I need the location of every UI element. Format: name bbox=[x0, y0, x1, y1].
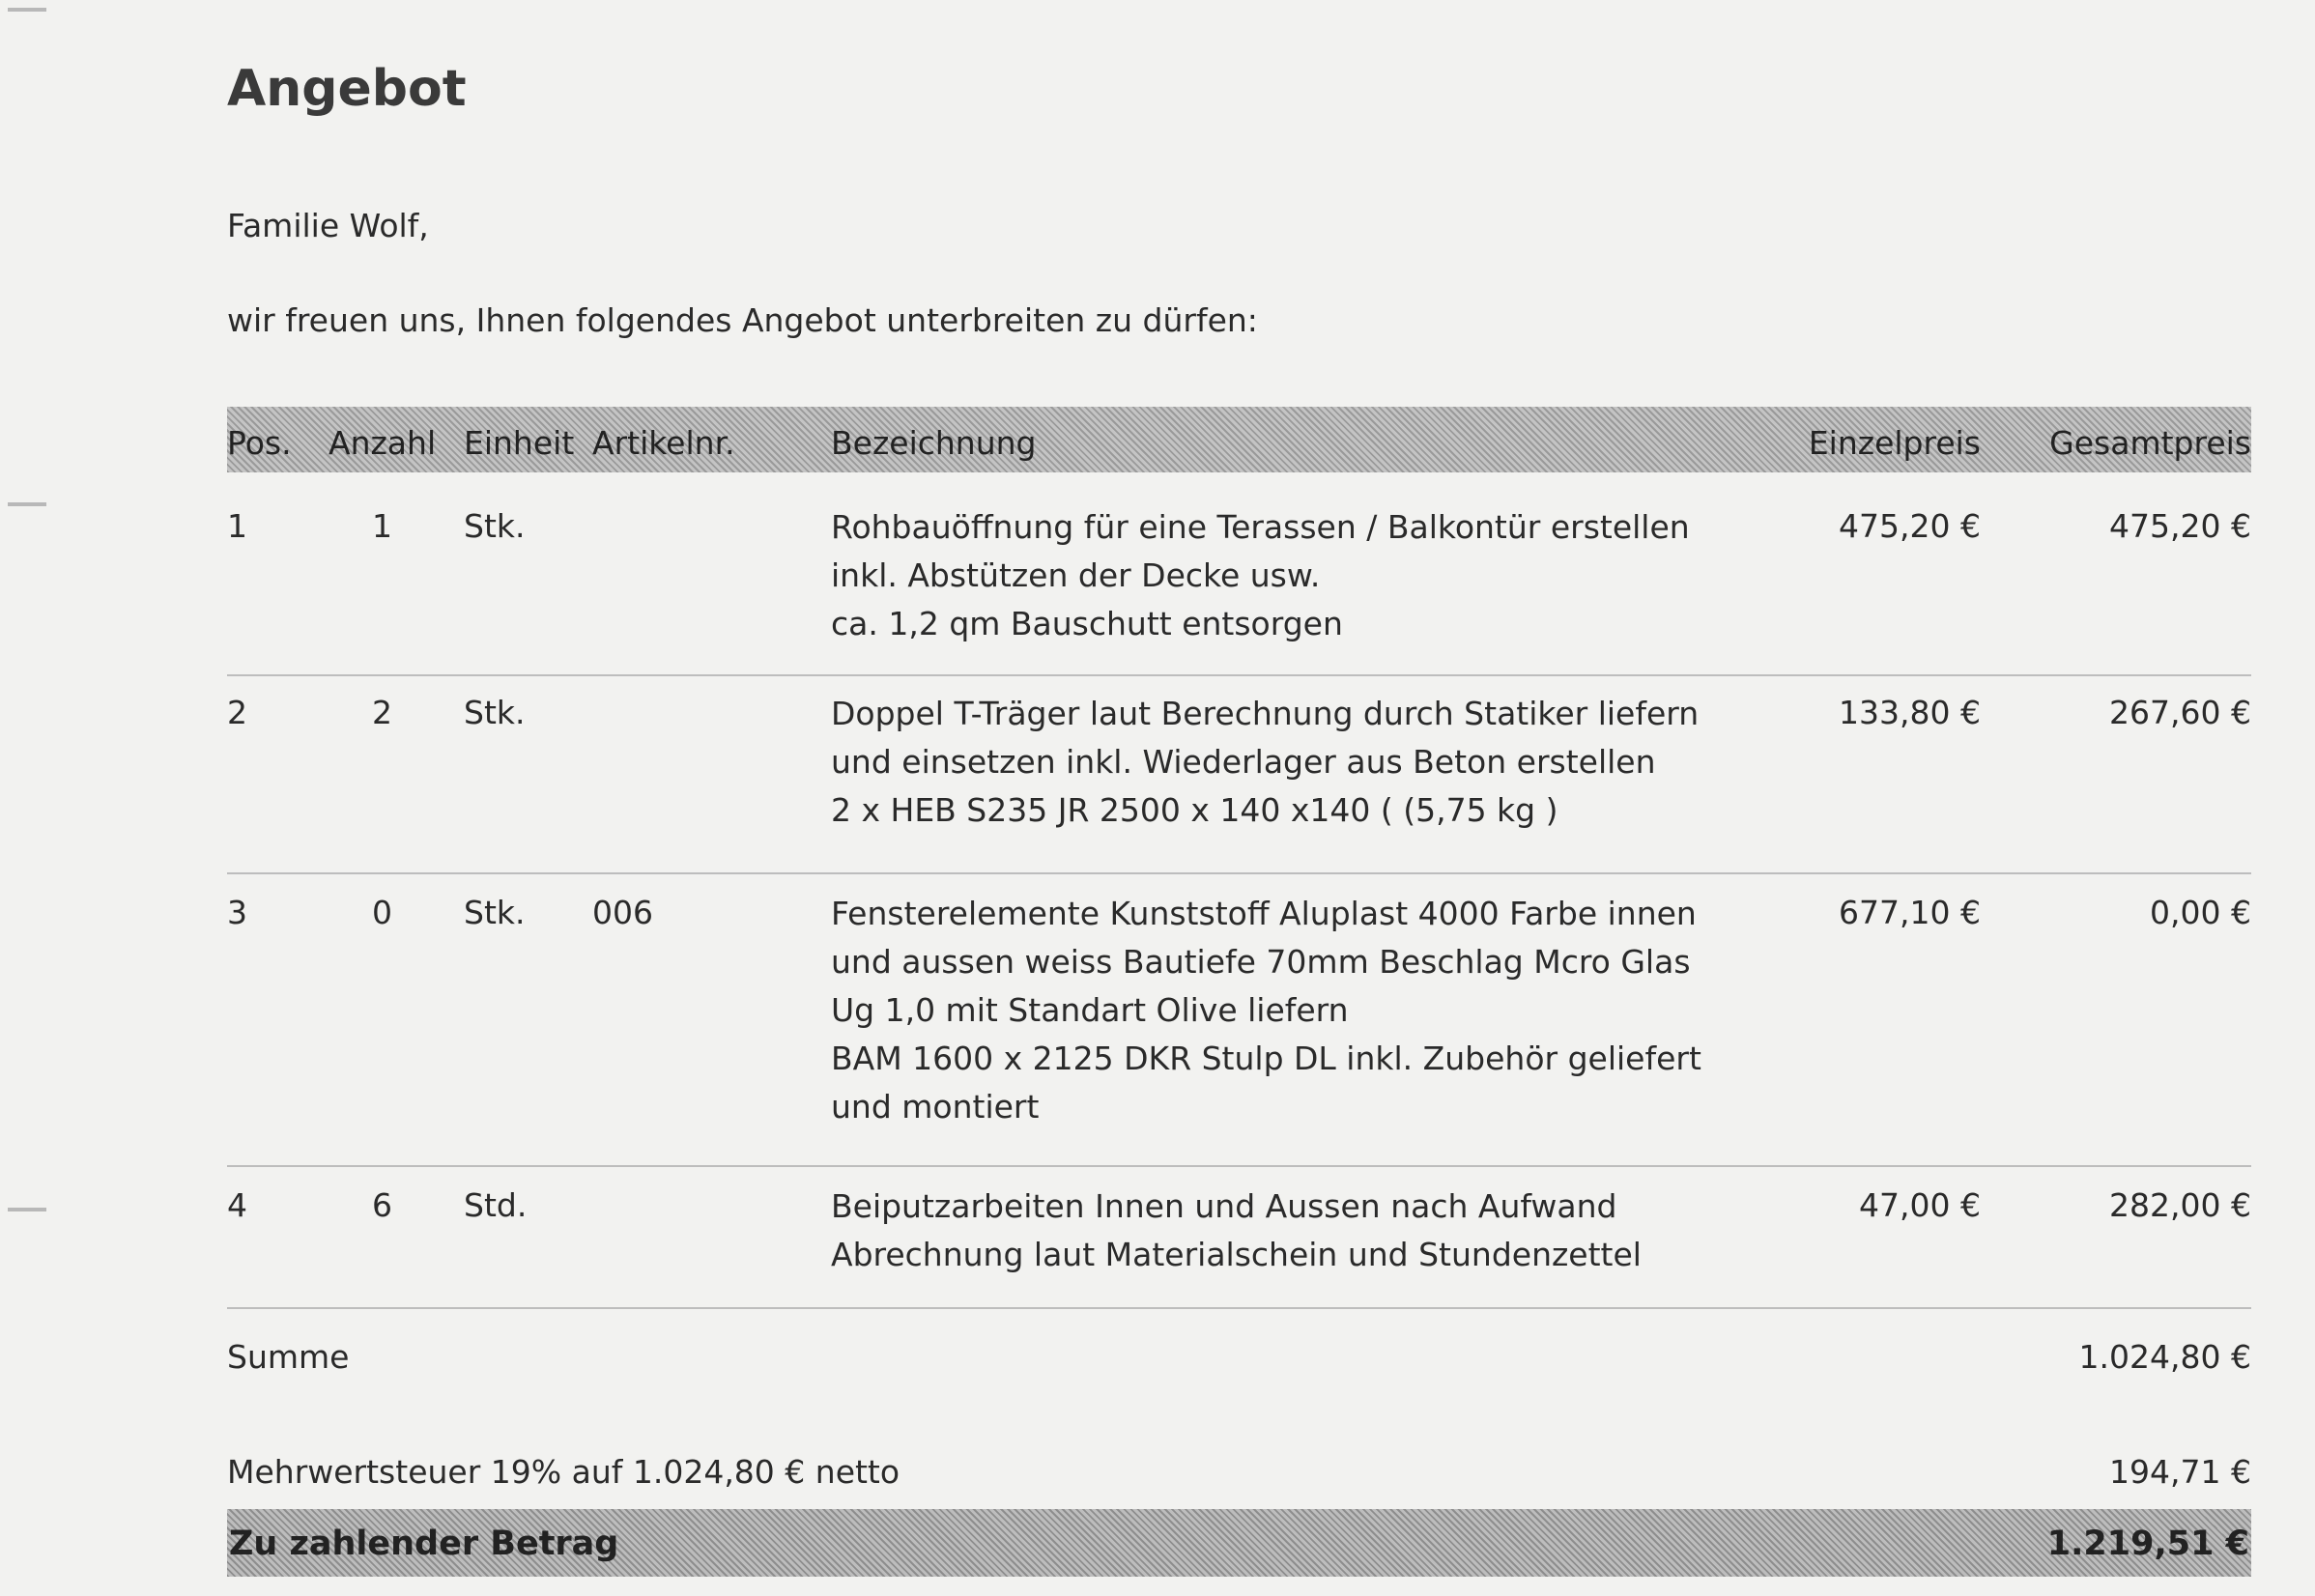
row-einzelpreis: 47,00 € bbox=[1859, 1186, 1981, 1224]
intro-text: wir freuen uns, Ihnen folgendes Angebot unterbreiten zu dürfen: bbox=[227, 301, 1258, 339]
scan-edge-mark bbox=[8, 502, 46, 506]
total-row bbox=[227, 1509, 2251, 1577]
row-description bbox=[831, 1183, 1642, 1279]
row-anzahl: 6 bbox=[372, 1186, 392, 1224]
row-gesamtpreis: 0,00 € bbox=[2150, 894, 2251, 931]
description-line: 2 x HEB S235 JR 2500 x 140 x140 ( (5,75 kg ) bbox=[831, 791, 1558, 829]
description-line: und montiert bbox=[831, 1088, 1040, 1126]
description-line: BAM 1600 x 2125 DKR Stulp DL inkl. Zubehör geliefert bbox=[831, 1040, 1701, 1077]
header-pos: Pos. bbox=[227, 424, 292, 462]
description-line: Rohbauöffnung für eine Terassen / Balkontür erstellen bbox=[831, 508, 1690, 546]
description-line: inkl. Abstützen der Decke usw. bbox=[831, 556, 1321, 594]
header-anzahl: Anzahl bbox=[329, 424, 437, 462]
row-gesamtpreis: 475,20 € bbox=[2109, 507, 2251, 545]
row-einzelpreis: 133,80 € bbox=[1839, 694, 1981, 731]
header-gesamtpreis: Gesamtpreis bbox=[2049, 424, 2251, 462]
salutation: Familie Wolf, bbox=[227, 207, 429, 244]
row-einheit: Std. bbox=[464, 1186, 528, 1224]
total-value: 1.219,51 € bbox=[2046, 1525, 2249, 1563]
description-line: ca. 1,2 qm Bauschutt entsorgen bbox=[831, 605, 1343, 642]
row-pos: 3 bbox=[227, 894, 247, 931]
row-description bbox=[831, 890, 1701, 1131]
total-label: Zu zahlender Betrag bbox=[229, 1525, 619, 1563]
row-einheit: Stk. bbox=[464, 694, 526, 731]
row-gesamtpreis: 282,00 € bbox=[2109, 1186, 2251, 1224]
vat-value: 194,71 € bbox=[2109, 1453, 2251, 1491]
row-anzahl: 2 bbox=[372, 694, 392, 731]
row-einzelpreis: 677,10 € bbox=[1839, 894, 1981, 931]
scan-edge-mark bbox=[8, 1208, 46, 1211]
row-divider bbox=[227, 872, 2251, 874]
description-line: Abrechnung laut Materialschein und Stundenzettel bbox=[831, 1236, 1642, 1273]
document-title: Angebot bbox=[227, 60, 467, 118]
description-line: Doppel T-Träger laut Berechnung durch Statiker liefern bbox=[831, 695, 1700, 732]
header-einzelpreis: Einzelpreis bbox=[1808, 424, 1981, 462]
row-anzahl: 1 bbox=[372, 507, 392, 545]
row-gesamtpreis: 267,60 € bbox=[2109, 694, 2251, 731]
row-divider bbox=[227, 1165, 2251, 1167]
sum-value: 1.024,80 € bbox=[2078, 1338, 2251, 1376]
row-einheit: Stk. bbox=[464, 507, 526, 545]
header-bezeichnung: Bezeichnung bbox=[831, 424, 1037, 462]
scan-edge-mark bbox=[8, 8, 46, 12]
row-description bbox=[831, 503, 1690, 648]
vat-label: Mehrwertsteuer 19% auf 1.024,80 € netto bbox=[227, 1453, 900, 1491]
row-pos: 4 bbox=[227, 1186, 247, 1224]
row-einheit: Stk. bbox=[464, 894, 526, 931]
row-einzelpreis: 475,20 € bbox=[1839, 507, 1981, 545]
table-header bbox=[227, 407, 2251, 472]
row-pos: 2 bbox=[227, 694, 247, 731]
description-line: Ug 1,0 mit Standart Olive liefern bbox=[831, 991, 1349, 1029]
row-artikelnr: 006 bbox=[592, 894, 653, 931]
row-divider bbox=[227, 674, 2251, 676]
row-anzahl: 0 bbox=[372, 894, 392, 931]
description-line: Beiputzarbeiten Innen und Aussen nach Aufwand bbox=[831, 1187, 1617, 1225]
description-line: und einsetzen inkl. Wiederlager aus Beton erstellen bbox=[831, 743, 1656, 781]
description-line: und aussen weiss Bautiefe 70mm Beschlag Mcro Glas bbox=[831, 943, 1691, 981]
row-description bbox=[831, 690, 1699, 835]
header-einheit: Einheit bbox=[464, 424, 575, 462]
description-line: Fensterelemente Kunststoff Aluplast 4000 Farbe innen bbox=[831, 895, 1697, 932]
header-artikelnr: Artikelnr. bbox=[592, 424, 735, 462]
row-pos: 1 bbox=[227, 507, 247, 545]
sum-label: Summe bbox=[227, 1338, 350, 1376]
row-divider bbox=[227, 1307, 2251, 1309]
